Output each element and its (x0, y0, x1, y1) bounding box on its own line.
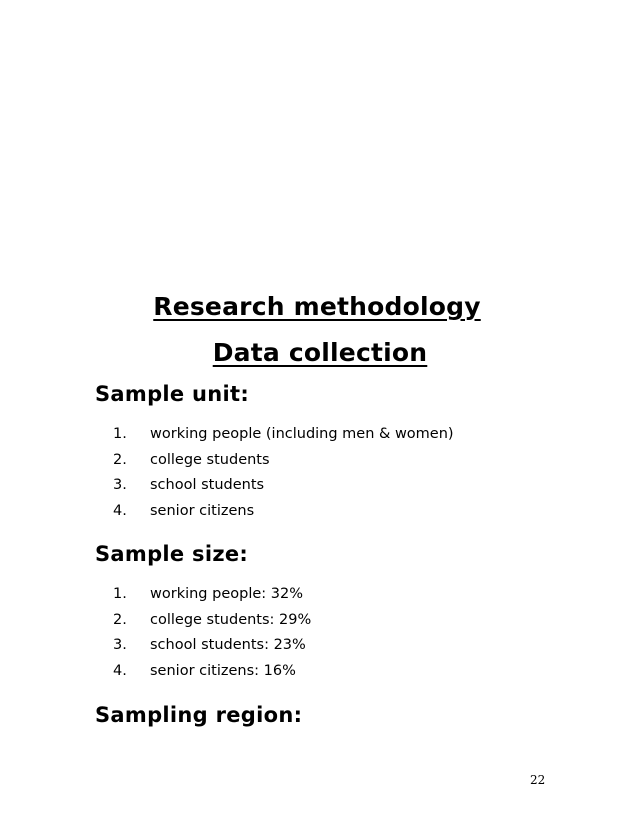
list-item-number: 1. (113, 586, 127, 602)
sample-size-heading: Sample size: (95, 542, 249, 566)
list-item-number: 2. (113, 451, 127, 468)
list-item-number: 2. (113, 611, 127, 628)
list-item-number: 4. (113, 662, 127, 679)
sample-unit-heading: Sample unit: (95, 382, 250, 406)
list-item-number: 3. (113, 637, 127, 653)
list-item-number: 3. (113, 477, 127, 493)
list-item-text: working people: 32% (150, 586, 303, 602)
list-item-text: working people (including men & women) (150, 426, 454, 442)
list-item-text: senior citizens: 16% (150, 662, 296, 679)
page-number: 22 (530, 773, 546, 787)
document-title: Research methodology (153, 292, 481, 321)
list-item-number: 1. (113, 426, 127, 442)
list-item-number: 4. (113, 502, 127, 519)
list-item-text: school students: 23% (150, 637, 306, 653)
list-item-text: college students: 29% (150, 611, 312, 628)
list-item-text: senior citizens (150, 502, 255, 519)
document-subtitle: Data collection (212, 338, 428, 367)
list-item-text: college students (150, 451, 270, 468)
list-item-text: school students (150, 477, 265, 493)
sampling-region-heading: Sampling region: (95, 703, 303, 727)
